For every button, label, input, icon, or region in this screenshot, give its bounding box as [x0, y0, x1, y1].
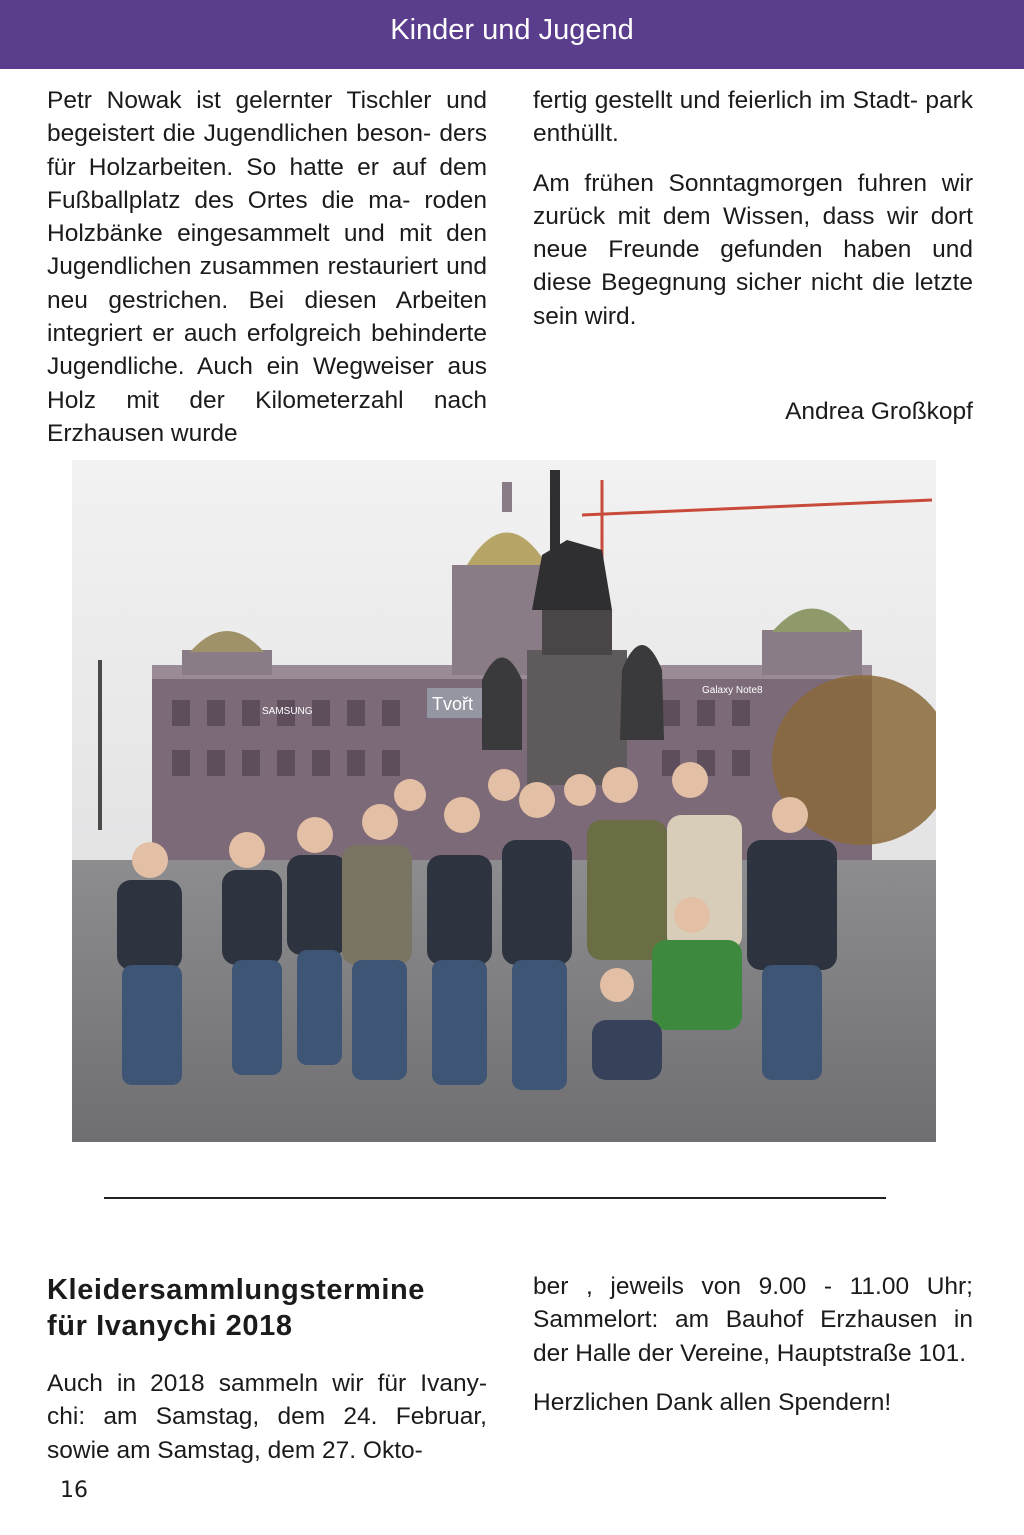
text-line: Petr Nowak ist gelernter Tischler und [47, 87, 487, 114]
article2-left-column [47, 1367, 487, 1483]
section-title: Kinder und Jugend [390, 14, 634, 46]
text-line: begeistert die Jugendlichen beson- [47, 120, 432, 148]
text-line: 101. [918, 1339, 967, 1367]
article-right-column [533, 84, 973, 349]
text-line: dem Fußballplatz des Ortes die ma- [47, 153, 487, 214]
text-line: fertig gestellt und feierlich im Stadt- [533, 87, 919, 114]
text-line: Auch ein Wegweiser aus Holz mit der [47, 353, 487, 414]
text-line: diese Begegnung sicher nicht die [533, 269, 905, 297]
article2-right-paragraph-2: Herzlichen Dank allen Spendern! [533, 1388, 892, 1416]
article-heading [47, 1272, 492, 1344]
text-line: sowie am Samstag, dem 27. Okto- [47, 1436, 423, 1464]
article-left-paragraph [47, 84, 487, 450]
galaxy-sign: Galaxy Note8 [702, 685, 763, 696]
page-number: 16 [60, 1478, 88, 1503]
article2-right-column [533, 1270, 973, 1435]
text-line: Kilometerzahl nach Erzhausen wurde [47, 386, 487, 447]
text-line: chi: am Samstag, dem 24. Februar, [47, 1403, 487, 1431]
text-line: ber , jeweils von 9.00 - 11.00 Uhr; [533, 1273, 973, 1300]
text-line: neue Freunde gefunden haben und [533, 236, 973, 264]
samsung-sign: SAMSUNG [262, 706, 313, 717]
text-line: Auch in 2018 sammeln wir für Ivany- [47, 1370, 487, 1397]
heading-line: Kleidersammlungstermine [47, 1274, 426, 1306]
author-signature: Andrea Großkopf [785, 398, 973, 425]
article-right-paragraph-2 [533, 167, 973, 333]
section-divider [104, 1197, 886, 1199]
text-line: letzte sein wird. [533, 269, 973, 330]
section-header-bar [0, 0, 1024, 69]
text-line: der Halle der Vereine, Hauptstraße [533, 1339, 912, 1367]
text-line: Am frühen Sonntagmorgen fuhren wir [533, 169, 973, 197]
text-line: ders für Holzarbeiten. So hatte er auf [47, 120, 487, 181]
article-right-paragraph-1 [533, 84, 973, 151]
tvorit-sign: Tvořt [432, 694, 474, 714]
text-line: erfolgreich behinderte Jugendliche. [47, 320, 487, 381]
text-line: mit den Jugendlichen zusammen [47, 220, 487, 281]
text-line: park enthüllt. [533, 87, 973, 148]
text-line: restauriert und neu gestrichen. Bei [47, 253, 487, 314]
text-line: roden Holzbänke eingesammelt und [47, 186, 487, 248]
article2-right-paragraph-1 [533, 1270, 973, 1370]
heading-line: für Ivanychi 2018 [47, 1310, 293, 1342]
article-left-column [47, 84, 487, 466]
text-line: Sammelort: am Bauhof Erzhausen in [533, 1306, 973, 1334]
lamp-post [98, 660, 102, 830]
group-photo [72, 460, 936, 1142]
article2-left-paragraph [47, 1367, 487, 1467]
text-line: zurück mit dem Wissen, dass wir dort [533, 202, 973, 230]
text-line: diesen Arbeiten integriert er auch [47, 286, 488, 348]
